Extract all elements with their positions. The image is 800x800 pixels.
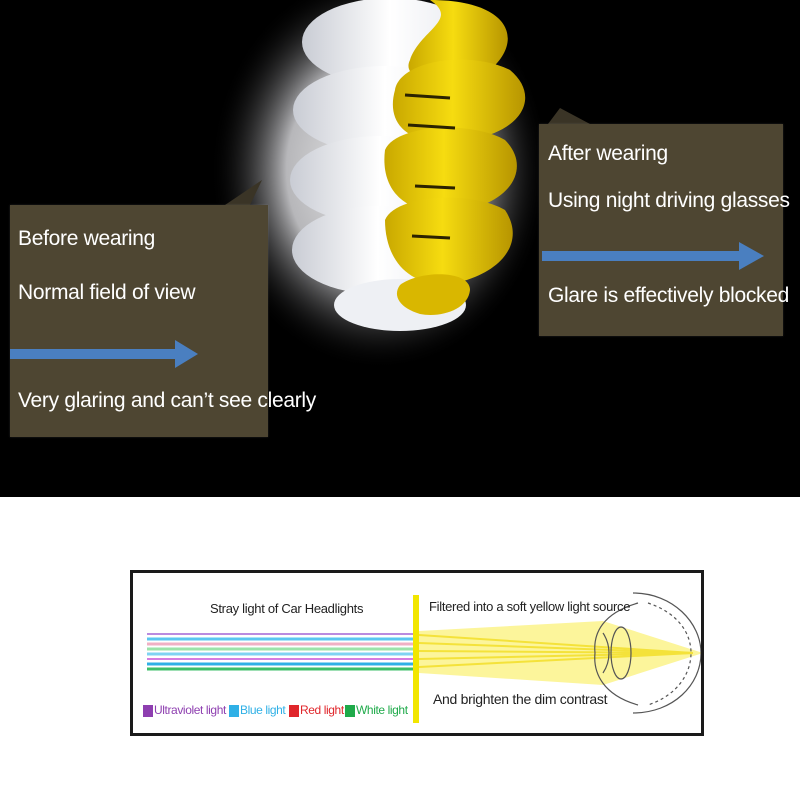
legend-swatch-white [345, 705, 355, 717]
after-subtitle: Using night driving glasses [548, 189, 790, 212]
after-panel [539, 124, 790, 336]
before-result: Very glaring and can’t see clearly [18, 389, 316, 412]
before-arrow-icon [10, 337, 200, 371]
light-filter-diagram [130, 570, 704, 736]
legend-label-red: Red light [300, 703, 344, 717]
right-callout-pointer [548, 108, 590, 124]
after-result: Glare is effectively blocked [548, 284, 789, 307]
contrast-label: And brighten the dim contrast [433, 691, 608, 707]
legend-label-ultraviolet: Ultraviolet light [154, 703, 226, 717]
stray-light-lines [147, 634, 415, 669]
legend-swatch-blue [229, 705, 239, 717]
after-title: After wearing [548, 142, 668, 165]
filtered-light-label: Filtered into a soft yellow light source [429, 599, 631, 614]
after-arrow-icon [542, 239, 772, 273]
yellow-filter-lens [413, 595, 419, 723]
before-subtitle: Normal field of view [18, 281, 196, 304]
before-panel [10, 205, 316, 437]
before-title: Before wearing [18, 227, 156, 250]
legend-label-blue: Blue light [240, 703, 286, 717]
legend-swatch-red [289, 705, 299, 717]
legend-swatch-ultraviolet [143, 705, 153, 717]
yellow-light-beam [419, 621, 701, 685]
stray-light-label: Stray light of Car Headlights [210, 601, 364, 616]
legend-label-white: White light [356, 703, 408, 717]
